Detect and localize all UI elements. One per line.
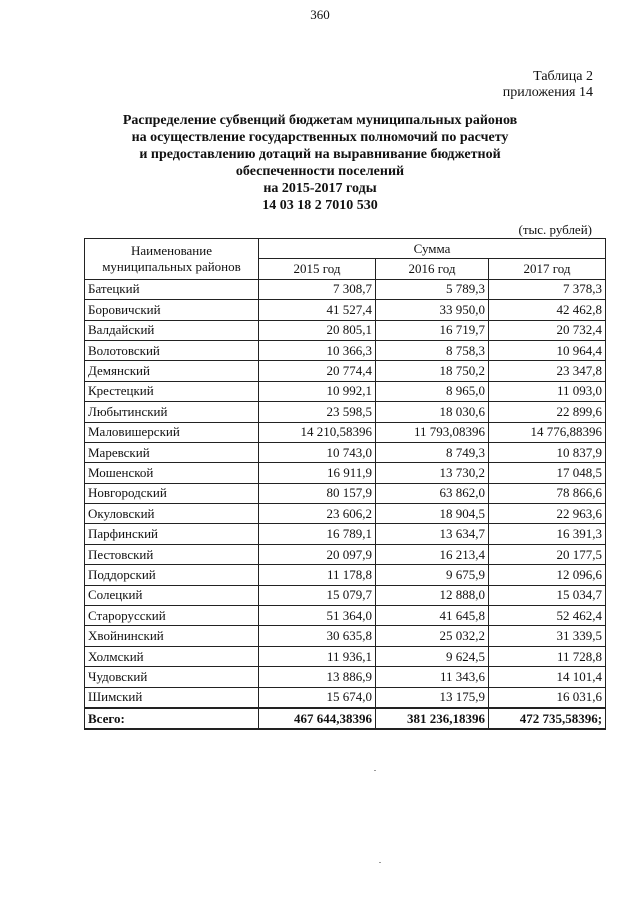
value-2017: 22 899,6 bbox=[489, 402, 606, 422]
document-title bbox=[0, 112, 640, 214]
scan-speck bbox=[374, 770, 376, 771]
value-2016: 11 343,6 bbox=[376, 667, 489, 687]
table-row bbox=[85, 361, 606, 381]
district-name: Любытинский bbox=[85, 402, 259, 422]
district-name: Валдайский bbox=[85, 320, 259, 340]
value-2015: 20 774,4 bbox=[259, 361, 376, 381]
table-row bbox=[85, 381, 606, 401]
table-row bbox=[85, 422, 606, 442]
total-2017: 472 735,58396; bbox=[489, 708, 606, 729]
value-2016: 8 749,3 bbox=[376, 442, 489, 462]
value-2017: 16 031,6 bbox=[489, 687, 606, 708]
value-2015: 16 789,1 bbox=[259, 524, 376, 544]
value-2016: 18 030,6 bbox=[376, 402, 489, 422]
annex-appendix-number: приложения 14 bbox=[502, 85, 593, 100]
value-2015: 15 674,0 bbox=[259, 687, 376, 708]
table-row bbox=[85, 544, 606, 564]
header-district-name: Наименование муниципальных районов bbox=[85, 239, 259, 280]
header-year-2017: 2017 год bbox=[489, 259, 606, 279]
value-2015: 51 364,0 bbox=[259, 606, 376, 626]
value-2015: 30 635,8 bbox=[259, 626, 376, 646]
value-2015: 41 527,4 bbox=[259, 300, 376, 320]
header-row bbox=[85, 239, 606, 259]
value-2016: 25 032,2 bbox=[376, 626, 489, 646]
value-2016: 16 213,4 bbox=[376, 544, 489, 564]
page-number: 360 bbox=[310, 7, 330, 22]
value-2015: 20 805,1 bbox=[259, 320, 376, 340]
value-2016: 41 645,8 bbox=[376, 606, 489, 626]
table-row bbox=[85, 565, 606, 585]
table-row bbox=[85, 483, 606, 503]
table-row bbox=[85, 320, 606, 340]
table-row bbox=[85, 646, 606, 666]
total-2015: 467 644,38396 bbox=[259, 708, 376, 729]
title-line: на осуществление государственных полномочий по расчету bbox=[131, 130, 509, 145]
district-name: Маловишерский bbox=[85, 422, 259, 442]
budget-code: 14 03 18 2 7010 530 bbox=[262, 198, 378, 213]
header-year-2016: 2016 год bbox=[376, 259, 489, 279]
value-2015: 11 936,1 bbox=[259, 646, 376, 666]
table-row bbox=[85, 585, 606, 605]
district-name: Поддорский bbox=[85, 565, 259, 585]
value-2016: 13 730,2 bbox=[376, 463, 489, 483]
value-2015: 10 992,1 bbox=[259, 381, 376, 401]
value-2015: 7 308,7 bbox=[259, 279, 376, 299]
header-year-2015: 2015 год bbox=[259, 259, 376, 279]
value-2015: 80 157,9 bbox=[259, 483, 376, 503]
table-row bbox=[85, 442, 606, 462]
district-name: Чудовский bbox=[85, 667, 259, 687]
district-name: Окуловский bbox=[85, 504, 259, 524]
table-row bbox=[85, 524, 606, 544]
title-line: Распределение субвенций бюджетам муниципальных районов bbox=[122, 113, 518, 128]
value-2017: 52 462,4 bbox=[489, 606, 606, 626]
table-row bbox=[85, 667, 606, 687]
value-2017: 7 378,3 bbox=[489, 279, 606, 299]
value-2017: 10 964,4 bbox=[489, 340, 606, 360]
district-name: Солецкий bbox=[85, 585, 259, 605]
value-2017: 31 339,5 bbox=[489, 626, 606, 646]
district-name: Парфинский bbox=[85, 524, 259, 544]
value-2017: 78 866,6 bbox=[489, 483, 606, 503]
value-2016: 12 888,0 bbox=[376, 585, 489, 605]
district-name: Боровичский bbox=[85, 300, 259, 320]
value-2017: 22 963,6 bbox=[489, 504, 606, 524]
subsidy-table bbox=[84, 238, 606, 730]
scan-speck bbox=[379, 862, 381, 863]
district-name: Маревский bbox=[85, 442, 259, 462]
value-2016: 18 750,2 bbox=[376, 361, 489, 381]
value-2016: 63 862,0 bbox=[376, 483, 489, 503]
table-row bbox=[85, 626, 606, 646]
table-row bbox=[85, 340, 606, 360]
title-line: на 2015-2017 годы bbox=[263, 181, 377, 196]
district-name: Новгородский bbox=[85, 483, 259, 503]
annex-table-number: Таблица 2 bbox=[533, 69, 593, 84]
value-2016: 13 634,7 bbox=[376, 524, 489, 544]
value-2016: 9 624,5 bbox=[376, 646, 489, 666]
table-row bbox=[85, 606, 606, 626]
district-name: Волотовский bbox=[85, 340, 259, 360]
table-body bbox=[85, 279, 606, 708]
value-2015: 10 743,0 bbox=[259, 442, 376, 462]
table-row bbox=[85, 279, 606, 299]
value-2015: 11 178,8 bbox=[259, 565, 376, 585]
value-2016: 33 950,0 bbox=[376, 300, 489, 320]
value-2015: 23 598,5 bbox=[259, 402, 376, 422]
value-2016: 16 719,7 bbox=[376, 320, 489, 340]
value-2015: 23 606,2 bbox=[259, 504, 376, 524]
value-2017: 20 732,4 bbox=[489, 320, 606, 340]
value-2017: 15 034,7 bbox=[489, 585, 606, 605]
value-2016: 5 789,3 bbox=[376, 279, 489, 299]
value-2017: 16 391,3 bbox=[489, 524, 606, 544]
table-row bbox=[85, 402, 606, 422]
value-2016: 18 904,5 bbox=[376, 504, 489, 524]
value-2017: 12 096,6 bbox=[489, 565, 606, 585]
value-2015: 16 911,9 bbox=[259, 463, 376, 483]
district-name: Холмский bbox=[85, 646, 259, 666]
value-2015: 13 886,9 bbox=[259, 667, 376, 687]
value-2017: 10 837,9 bbox=[489, 442, 606, 462]
district-name: Крестецкий bbox=[85, 381, 259, 401]
district-name: Демянский bbox=[85, 361, 259, 381]
value-2017: 11 093,0 bbox=[489, 381, 606, 401]
units-label: (тыс. рублей) bbox=[518, 222, 592, 237]
value-2016: 13 175,9 bbox=[376, 687, 489, 708]
value-2017: 17 048,5 bbox=[489, 463, 606, 483]
value-2015: 15 079,7 bbox=[259, 585, 376, 605]
value-2015: 10 366,3 bbox=[259, 340, 376, 360]
value-2017: 23 347,8 bbox=[489, 361, 606, 381]
value-2017: 14 776,88396 bbox=[489, 422, 606, 442]
district-name: Шимский bbox=[85, 687, 259, 708]
district-name: Хвойнинский bbox=[85, 626, 259, 646]
total-row bbox=[85, 708, 606, 729]
title-line: обеспеченности поселений bbox=[235, 164, 405, 179]
total-label: Всего: bbox=[85, 708, 259, 729]
value-2016: 9 675,9 bbox=[376, 565, 489, 585]
district-name: Батецкий bbox=[85, 279, 259, 299]
value-2015: 20 097,9 bbox=[259, 544, 376, 564]
table-row bbox=[85, 463, 606, 483]
value-2017: 42 462,8 bbox=[489, 300, 606, 320]
value-2016: 8 758,3 bbox=[376, 340, 489, 360]
value-2017: 14 101,4 bbox=[489, 667, 606, 687]
table-row bbox=[85, 687, 606, 708]
value-2015: 14 210,58396 bbox=[259, 422, 376, 442]
table-row bbox=[85, 300, 606, 320]
value-2017: 11 728,8 bbox=[489, 646, 606, 666]
value-2016: 8 965,0 bbox=[376, 381, 489, 401]
table-annex-label bbox=[503, 69, 593, 101]
district-name: Мошенской bbox=[85, 463, 259, 483]
header-sum: Сумма bbox=[259, 239, 606, 259]
value-2017: 20 177,5 bbox=[489, 544, 606, 564]
title-line: и предоставлению дотаций на выравнивание бюджетной bbox=[139, 147, 501, 162]
table-row bbox=[85, 504, 606, 524]
district-name: Пестовский bbox=[85, 544, 259, 564]
total-2016: 381 236,18396 bbox=[376, 708, 489, 729]
value-2016: 11 793,08396 bbox=[376, 422, 489, 442]
district-name: Старорусский bbox=[85, 606, 259, 626]
